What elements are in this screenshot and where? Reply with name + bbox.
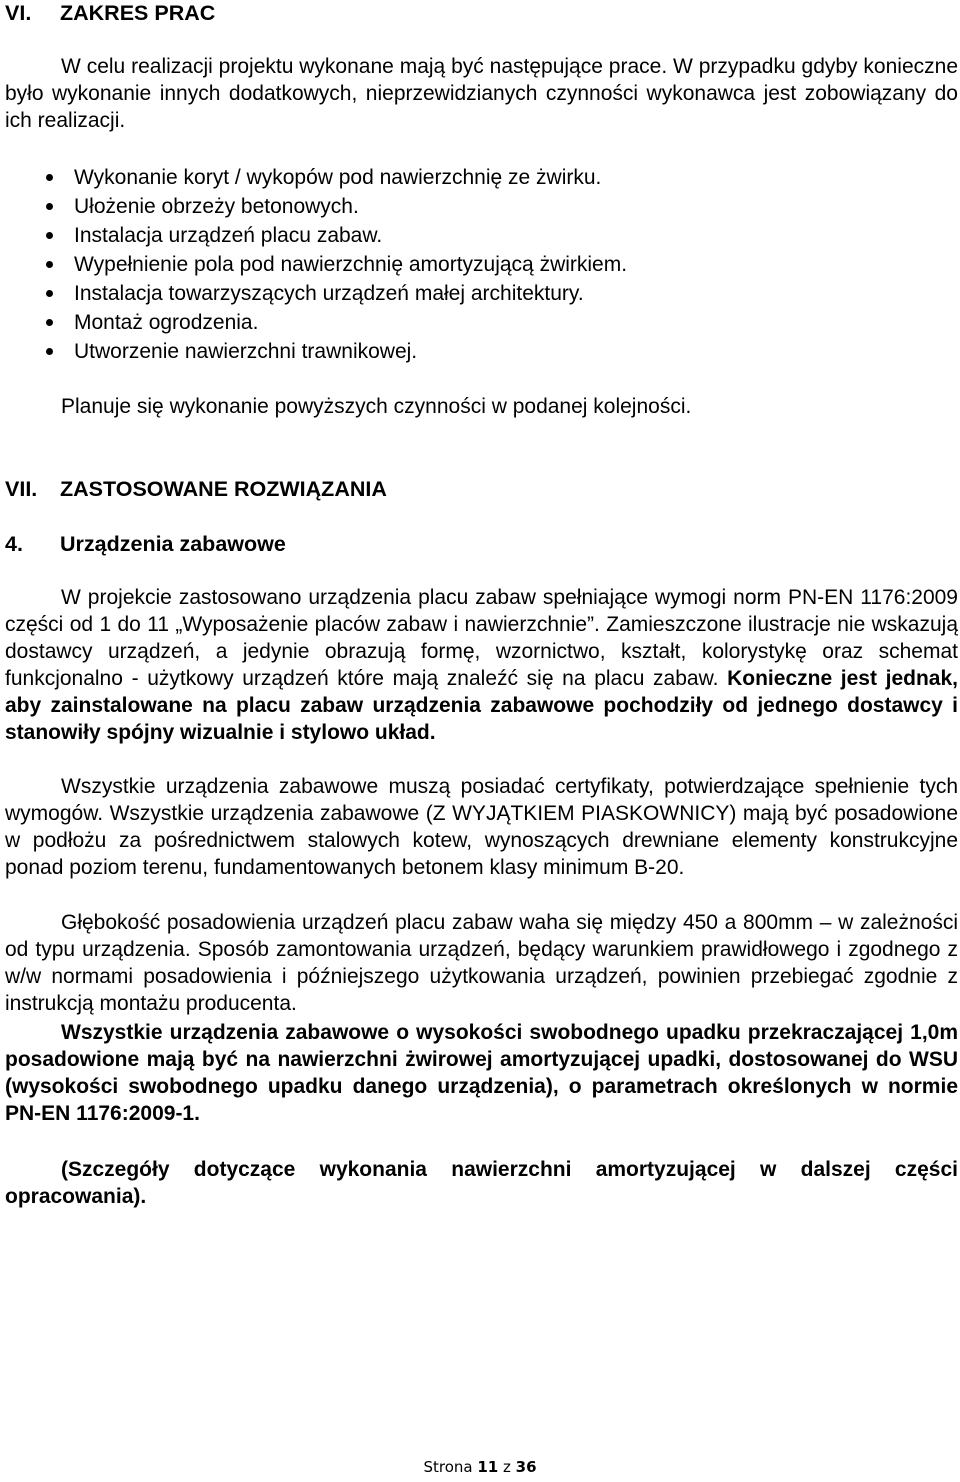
footer-total-pages: 36 [515,1458,537,1476]
section-number: VII. [5,477,38,501]
section-heading-vii [5,476,958,502]
section-number: VI. [5,1,32,25]
section-title: ZASTOSOWANE ROZWIĄZANIA [60,477,387,501]
bullet-icon [46,290,53,297]
paragraph-emphasis: Konieczne jest jednak, aby zainstalowane na placu zabaw urządzenia zabawowe pochodziły od jednego dostawcy i stanowiły spójny wizualnie i stylowo układ. [5,667,958,744]
list-item: Wykonanie koryt / wykopów pod nawierzchnię ze żwirku. [5,163,958,192]
paragraph-fall-height: Wszystkie urządzenia zabawowe o wysokości swobodnego upadku przekraczającej 1,0m posadowione mają być na nawierzchni żwirowej amortyzującej upadki, dostosowanej do WSU (wysokości swobodnego upadku danego urządzenia), o parametrach określonych w normie PN-EN 1176:2009-1. [5,1021,958,1125]
intro-paragraph: W celu realizacji projektu wykonane mają być następujące prace. W przypadku gdyby konieczne było wykonanie innych dodatkowych, nieprzewidzianych czynności wykonawca jest zobowiązany do ich realizacji. [5,55,958,132]
list-item: Wypełnienie pola pod nawierzchnię amortyzującą żwirkiem. [5,250,958,279]
subsection-heading-4 [5,531,958,557]
list-item: Utworzenie nawierzchni trawnikowej. [5,337,958,366]
paragraph-details-note: (Szczegóły dotyczące wykonania nawierzchni amortyzującej w dalszej części opracowania). [5,1158,958,1208]
bullet-icon [46,348,53,355]
section-heading-vi [5,0,958,26]
subsection-number: 4. [5,532,23,556]
footer-current-page: 11 [477,1458,499,1476]
bullet-icon [46,261,53,268]
bullet-icon [46,232,53,239]
list-item: Instalacja urządzeń placu zabaw. [5,221,958,250]
bullet-icon [46,319,53,326]
footer-separator: z [503,1458,511,1476]
list-item: Ułożenie obrzeży betonowych. [5,192,958,221]
order-note: Planuje się wykonanie powyższych czynności w podanej kolejności. [61,395,692,418]
works-list [5,163,958,366]
paragraph-text: W projekcie zastosowano urządzenia placu zabaw spełniające wymogi norm PN-EN 1176:2009 części od 1 do 11 „Wyposażenie placów zabaw i nawierzchnie”. Zamieszczone ilustracje nie wskazują dostawcy urządzeń, a jedynie obrazują formę, wzornictwo, kształt, kolorystykę oraz schemat funkcjonalno - użytkowy urządzeń które mają znaleźć się na placu zabaw. [5,586,958,690]
paragraph-standards [5,584,958,746]
page-footer [0,1458,960,1476]
paragraph-foundation-depth: Głębokość posadowienia urządzeń placu zabaw waha się między 450 a 800mm – w zależności od typu urządzenia. Sposób zamontowania urządzeń, będący warunkiem prawidłowego i zgodnego z w/w normami posadowienia i późniejszego użytkowania urządzeń, powinien przebiegać zgodnie z instrukcją montażu producenta. [5,911,958,1015]
list-item: Montaż ogrodzenia. [5,308,958,337]
subsection-title: Urządzenia zabawowe [60,532,286,556]
section-title: ZAKRES PRAC [60,1,216,25]
list-item: Instalacja towarzyszących urządzeń małej architektury. [5,279,958,308]
footer-label: Strona [423,1458,473,1476]
bullet-icon [46,203,53,210]
paragraph-certificates: Wszystkie urządzenia zabawowe muszą posiadać certyfikaty, potwierdzające spełnienie tych wymogów. Wszystkie urządzenia zabawowe (Z WYJĄTKIEM PIASKOWNICY) mają być posadowione w podłożu za pośrednictwem stalowych kotew, wynoszących drewniane elementy konstrukcyjne ponad poziom terenu, fundamentowanych betonem klasy minimum B-20. [5,775,958,879]
bullet-icon [46,174,53,181]
